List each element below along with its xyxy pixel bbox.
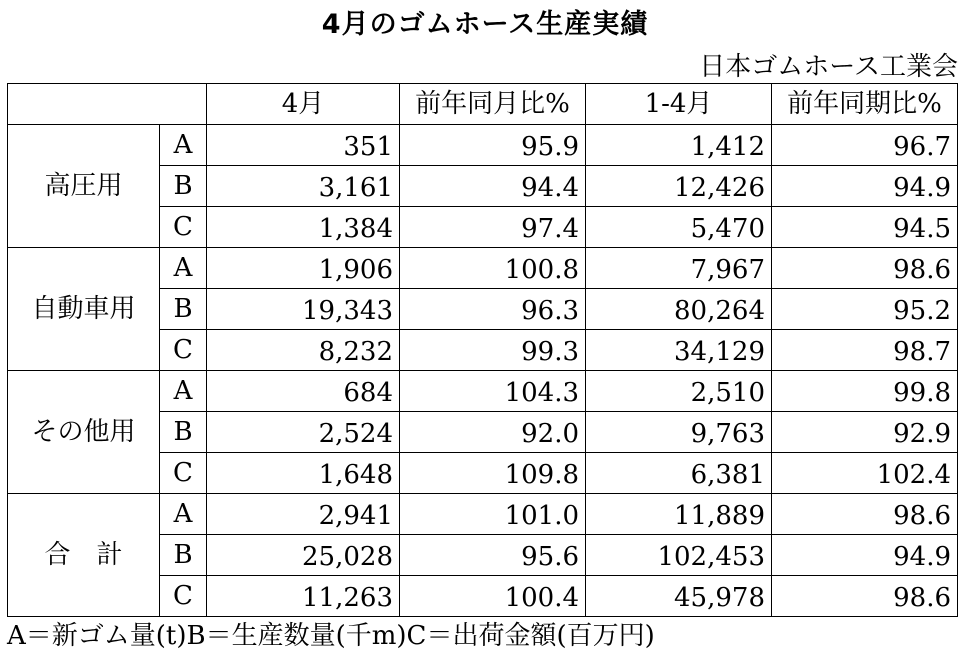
row-key: B (160, 535, 207, 576)
yoy-period-pct-cell: 95.2 (772, 289, 958, 330)
april-value-cell: 25,028 (207, 535, 400, 576)
april-value-cell: 8,232 (207, 330, 400, 371)
row-key: A (160, 371, 207, 412)
row-key: B (160, 412, 207, 453)
group-label: その他用 (8, 371, 160, 494)
yoy-month-pct-cell: 99.3 (400, 330, 586, 371)
jan-apr-value-cell: 12,426 (586, 166, 772, 207)
jan-apr-value-cell: 6,381 (586, 453, 772, 494)
april-value-cell: 1,648 (207, 453, 400, 494)
april-value-cell: 19,343 (207, 289, 400, 330)
yoy-month-pct-cell: 95.6 (400, 535, 586, 576)
april-value-cell: 3,161 (207, 166, 400, 207)
row-key: A (160, 494, 207, 535)
yoy-period-pct-cell: 94.5 (772, 207, 958, 248)
yoy-period-pct-cell: 98.7 (772, 330, 958, 371)
header-yoy-month: 前年同月比% (400, 84, 586, 125)
yoy-month-pct-cell: 94.4 (400, 166, 586, 207)
yoy-month-pct-cell: 96.3 (400, 289, 586, 330)
jan-apr-value-cell: 5,470 (586, 207, 772, 248)
group-label: 自動車用 (8, 248, 160, 371)
row-key: C (160, 330, 207, 371)
table-row (8, 125, 958, 166)
group-label: 高圧用 (8, 125, 160, 248)
april-value-cell: 684 (207, 371, 400, 412)
footnote: A＝新ゴム量(t)B＝生産数量(千m)C＝出荷金額(百万円) (7, 621, 655, 651)
jan-apr-value-cell: 102,453 (586, 535, 772, 576)
yoy-month-pct-cell: 95.9 (400, 125, 586, 166)
yoy-period-pct-cell: 98.6 (772, 494, 958, 535)
yoy-month-pct-cell: 97.4 (400, 207, 586, 248)
jan-apr-value-cell: 1,412 (586, 125, 772, 166)
row-key: C (160, 207, 207, 248)
april-value-cell: 11,263 (207, 576, 400, 617)
yoy-period-pct-cell: 98.6 (772, 248, 958, 289)
table-row (8, 494, 958, 535)
yoy-month-pct-cell: 100.8 (400, 248, 586, 289)
group-label: 合 計 (8, 494, 160, 617)
row-key: B (160, 166, 207, 207)
row-key: A (160, 125, 207, 166)
jan-apr-value-cell: 34,129 (586, 330, 772, 371)
page-title: 4月のゴムホース生産実績 (321, 9, 649, 40)
yoy-month-pct-cell: 109.8 (400, 453, 586, 494)
yoy-period-pct-cell: 94.9 (772, 535, 958, 576)
jan-apr-value-cell: 7,967 (586, 248, 772, 289)
yoy-period-pct-cell: 96.7 (772, 125, 958, 166)
table-row (8, 248, 958, 289)
april-value-cell: 1,906 (207, 248, 400, 289)
row-key: C (160, 576, 207, 617)
jan-apr-value-cell: 80,264 (586, 289, 772, 330)
header-april: 4月 (207, 84, 400, 125)
row-key: C (160, 453, 207, 494)
yoy-period-pct-cell: 99.8 (772, 371, 958, 412)
table-row (8, 371, 958, 412)
yoy-period-pct-cell: 98.6 (772, 576, 958, 617)
yoy-month-pct-cell: 104.3 (400, 371, 586, 412)
april-value-cell: 2,524 (207, 412, 400, 453)
header-jan-apr: 1-4月 (586, 84, 772, 125)
row-key: A (160, 248, 207, 289)
jan-apr-value-cell: 2,510 (586, 371, 772, 412)
yoy-period-pct-cell: 102.4 (772, 453, 958, 494)
header-cell-blank (8, 84, 207, 125)
jan-apr-value-cell: 11,889 (586, 494, 772, 535)
april-value-cell: 2,941 (207, 494, 400, 535)
row-key: B (160, 289, 207, 330)
yoy-month-pct-cell: 92.0 (400, 412, 586, 453)
production-table (7, 83, 958, 617)
yoy-period-pct-cell: 94.9 (772, 166, 958, 207)
yoy-month-pct-cell: 100.4 (400, 576, 586, 617)
source-label: 日本ゴムホース工業会 (699, 52, 958, 82)
header-row (8, 84, 958, 125)
header-yoy-period: 前年同期比% (772, 84, 958, 125)
jan-apr-value-cell: 9,763 (586, 412, 772, 453)
yoy-month-pct-cell: 101.0 (400, 494, 586, 535)
yoy-period-pct-cell: 92.9 (772, 412, 958, 453)
jan-apr-value-cell: 45,978 (586, 576, 772, 617)
april-value-cell: 1,384 (207, 207, 400, 248)
april-value-cell: 351 (207, 125, 400, 166)
